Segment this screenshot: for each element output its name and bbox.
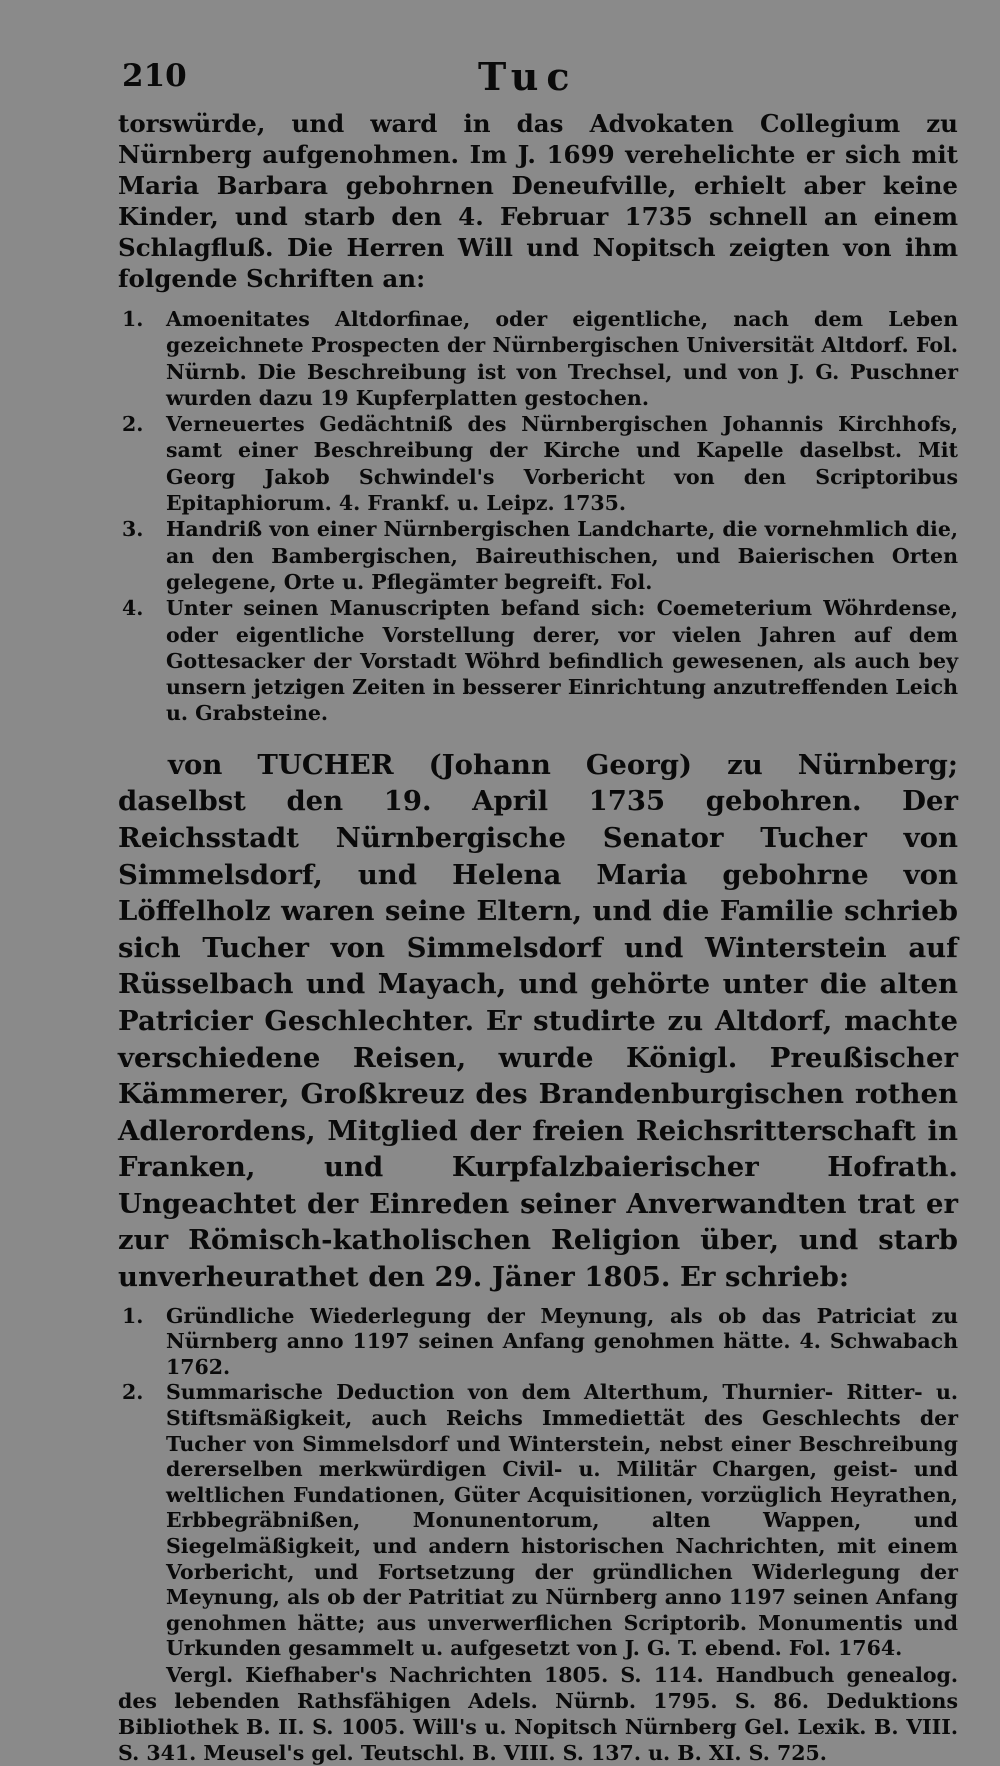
running-head: Tuc [478,54,578,99]
continuation-paragraph: torswürde, und ward in das Advokaten Collegium zu Nürnberg aufgenohmen. Im J. 1699 verehelichte er sich mit Maria Barbara gebohrnen Deneufville, erhielt aber keine Kinder, und starb den 4. Februar 1735 schnell an einem Schlagfluß. Die Herren Will und Nopitsch zeigten von ihm folgende Schriften an: [118,109,958,293]
list-item [118,516,958,595]
item-text: Amoenitates Altdorfinae, oder eigentliche, nach dem Leben gezeichnete Prospecten der Nürnbergischen Universität Altdorf. Fol. Nürnb. Die Beschreibung ist von Trechsel, und von J. G. Puschner wurden dazu 19 Kupferplatten gestochen. [166,307,958,410]
item-number: 3. [122,517,144,542]
list-item [118,1380,958,1662]
entry-text: von TUCHER (Johann Georg) zu Nürnberg; daselbst den 19. April 1735 gebohren. Der Reichsstadt Nürnbergische Senator Tucher von Simmelsdorf, und Helena Maria gebohrne von Löffelholz waren seine Eltern, und die Familie schrieb sich Tucher von Simmelsdorf und Winterstein auf Rüsselbach und Mayach, und gehörte unter die alten Patricier Geschlechter. Er studirte zu Altdorf, machte verschiedene Reisen, wurde Königl. Preußischer Kämmerer, Großkreuz des Brandenburgischen rothen Adlerordens, Mitglied der freien Reichsritterschaft in Franken, und Kurpfalzbaierischer Hofrath. Ungeachtet der Einreden seiner Anverwandten trat er zur Römisch-katholischen Religion über, und starb unverheurathet den 29. Jäner 1805. Er schrieb: [118,748,958,1294]
list-item [118,1304,958,1381]
item-text: Verneuertes Gedächtniß des Nürnbergischen Johannis Kirchhofs, samt einer Beschreibung der Kirche und Kapelle daselbst. Mit Georg Jakob Schwindel's Vorbericht von den Scriptoribus Epitaphiorum. 4. Frankf. u. Leipz. 1735. [166,412,958,516]
page-header [118,52,958,108]
item-number: 2. [122,1380,144,1405]
second-works-list [118,1304,958,1662]
page-number: 210 [122,58,187,94]
first-works-list [118,306,958,727]
list-item [118,595,958,726]
list-item [118,306,958,411]
item-text: Unter seinen Manuscripten befand sich: Coemeterium Wöhrdense, oder eigentliche Vorstellung derer, vor vielen Jahren auf dem Gottesacker der Vorstadt Wöhrd befindlich gewesenen, als auch bey unsern jetzigen Zeiten in besserer Einrichtung anzutreffenden Leich u. Grabsteine. [166,596,958,726]
item-number: 1. [122,1303,144,1328]
item-number: 4. [122,596,144,621]
list-item [118,411,958,516]
item-number: 1. [122,307,144,331]
item-text: Handriß von einer Nürnbergischen Landcharte, die vornehmlich die, an den Bambergischen, Baireuthischen, und Baierischen Orten gelegene, Orte u. Pflegämter begreift. Fol. [166,517,959,594]
references-paragraph: Vergl. Kiefhaber's Nachrichten 1805. S. 114. Handbuch genealog. des lebenden Rathsfähigen Adels. Nürnb. 1795. S. 86. Deduktions Bibliothek B. II. S. 1005. Will's u. Nopitsch Nürnberg Gel. Lexik. B. VIII. S. 341. Meusel's gel. Teutschl. B. VIII. S. 137. u. B. XI. S. 725. [118,1662,958,1765]
item-text: Gründliche Wiederlegung der Meynung, als ob das Patriciat zu Nürnberg anno 1197 seinen Anfang genohmen hätte. 4. Schwabach 1762. [166,1303,958,1379]
item-number: 2. [122,412,144,437]
book-page [118,52,959,1765]
entry-paragraph [118,747,958,1296]
item-text: Summarische Deduction von dem Alterthum, Thurnier- Ritter- u. Stiftsmäßigkeit, auch Reichs Immediettät des Geschlechts der Tucher von Simmelsdorf und Winterstein, nebst einer Beschreibung dererselben merkwürdigen Civil- u. Militär Chargen, geist- und weltlichen Fundationen, Güter Acquisitionen, vorzüglich Heyrathen, Erbbegräbnißen, Monunentorum, alten Wappen, und Siegelmäßigkeit, und andern historischen Nachrichten, mit einem Vorbericht, und Fortsetzung der gründlichen Widerlegung der Meynung, als ob der Patritiat zu Nürnberg anno 1197 seinen Anfang genohmen hätte; aus unverwerflichen Scriptorib. Monumentis und Urkunden gesammelt u. aufgesetzt von J. G. T. ebend. Fol. 1764. [166,1380,958,1661]
